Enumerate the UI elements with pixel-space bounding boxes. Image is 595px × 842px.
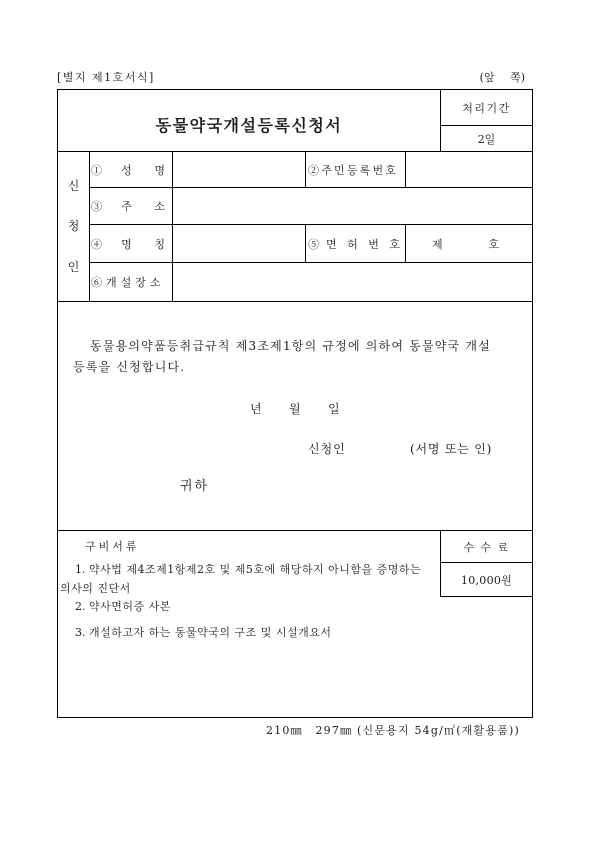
rrn-label: ②주민등록번호	[308, 163, 399, 177]
fee-value: 10,000원	[460, 573, 513, 587]
fee-value-cell	[440, 562, 533, 597]
processing-period-value: 2일	[477, 132, 496, 146]
license-number-field	[405, 224, 533, 263]
document-item-text: 개설하고자 하는 동물약국의 구조 및 시설개요서	[89, 626, 332, 639]
date-month-label: 월	[289, 402, 301, 416]
rrn-field	[405, 151, 533, 188]
license-number-label: ⑤면 허 번 호	[308, 237, 400, 251]
business-name-label: ④명 칭	[91, 237, 165, 251]
fee-label: 수 수 료	[463, 540, 510, 554]
applicant-section-label: 신청인	[67, 178, 80, 274]
business-name-field	[172, 224, 306, 263]
document-item-text: 의사의 진단서	[60, 582, 131, 595]
date-day-label: 일	[328, 402, 340, 416]
address-label: ③주 소	[91, 200, 165, 213]
location-label: ⑥개설장소	[91, 276, 165, 289]
name-field	[172, 151, 306, 188]
declaration-text-line: 동물용의약품등취급규칙 제3조제1항의 규정에 의하여 동물약국 개설	[90, 339, 491, 353]
address-label-cell	[89, 187, 173, 225]
required-documents-label: 구비서류	[85, 540, 140, 553]
applicant-signature-label: 신청인	[308, 442, 346, 456]
paper-spec-footer	[266, 724, 520, 738]
paper-size: 210㎜ 297㎜	[265, 724, 353, 737]
license-number-value: 제 호	[432, 237, 499, 251]
form-title: 동물약국개설등록신청서	[155, 116, 343, 135]
location-label-cell	[89, 262, 173, 302]
paper-type: (신문용지 54g/㎡(재활용품))	[356, 724, 520, 737]
name-label-cell	[89, 151, 173, 188]
fee-label-cell	[440, 530, 533, 563]
applicant-section-label-cell	[57, 151, 90, 302]
location-field	[172, 262, 533, 302]
declaration-section	[57, 301, 533, 531]
form-number: [별지 제1호서식]	[57, 71, 155, 84]
license-number-label-cell	[305, 224, 406, 263]
addressee: 귀하	[180, 479, 210, 494]
document-item-number: 3.	[75, 626, 86, 639]
processing-period-label-cell	[440, 89, 533, 126]
date-year-label: 년	[250, 402, 262, 416]
processing-period-label: 처리기간	[462, 101, 511, 115]
document-item-number: 1.	[75, 563, 86, 576]
document-item-text: 약사면허증 사본	[89, 600, 171, 613]
document-item-text: 약사법 제4조제1항제2호 및 제5호에 해당하지 아니함을 증명하는	[89, 563, 422, 576]
signature-note: (서명 또는 인)	[410, 442, 493, 456]
declaration-text-line: 등록을 신청합니다.	[73, 360, 186, 374]
page-side-label: (앞 쪽)	[479, 71, 525, 84]
processing-period-value-cell	[440, 125, 533, 152]
business-name-label-cell	[89, 224, 173, 263]
name-label: ①성 명	[91, 163, 165, 177]
title-cell	[57, 89, 441, 152]
document-item-number: 2.	[75, 600, 86, 613]
rrn-label-cell	[305, 151, 406, 188]
address-field	[172, 187, 533, 225]
